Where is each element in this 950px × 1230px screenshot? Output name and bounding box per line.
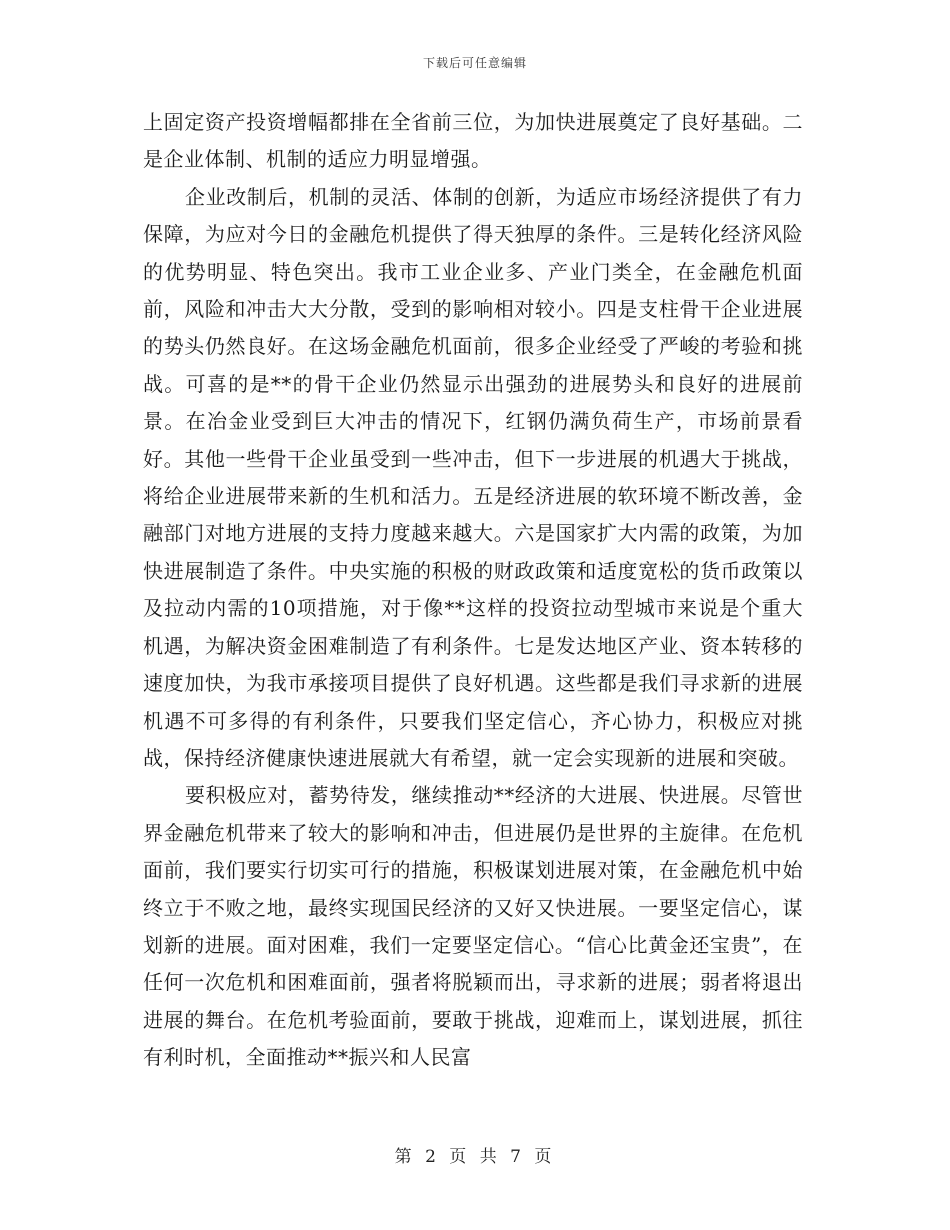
page-header: 下载后可任意编辑 (422, 56, 527, 70)
paragraph-continuation: 上固定资产投资增幅都排在全省前三位，为加快进展奠定了良好基础。二是企业体制、机制的适应力明显增强。 (143, 110, 803, 172)
document-body (143, 104, 803, 1077)
paragraph-active-response: 要积极应对，蓄势待发，继续推动**经济的大进展、快进展。尽管世界金融危机带来了较大的影响和冲击，但进展仍是世界的主旋律。在危机面前，我们要实行切实可行的措施，积极谋划进展对策，在金融危机中始终立于不败之地，最终实现国民经济的又好又快进展。一要坚定信心，谋划新的进展。面对困难，我们一定要坚定信心。“信心比黄金还宝贵”，在任何一次危机和困难面前，强者将脱颖而出，寻求新的进展；弱者将退出进展的舞台。在危机考验面前，要敢于挑战，迎难而上，谋划进展，抓往有利时机，全面推动**振兴和人民富 (143, 783, 803, 1070)
page-number-footer: 第 2 页 共 7 页 (394, 1147, 556, 1167)
paragraph-enterprise-reform: 企业改制后，机制的灵活、体制的创新，为适应市场经济提供了有力保障，为应对今日的金融危机提供了得天独厚的条件。三是转化经济风险的优势明显、特色突出。我市工业企业多、产业门类全，在金融危机面前，风险和冲击大大分散，受到的影响相对较小。四是支柱骨干企业进展的势头仍然良好。在这场金融危机面前，很多企业经受了严峻的考验和挑战。可喜的是**的骨干企业仍然显示出强劲的进展势头和良好的进展前景。在冶金业受到巨大冲击的情况下，红钢仍满负荷生产，市场前景看好。其他一些骨干企业虽受到一些冲击，但下一步进展的机遇大于挑战，将给企业进展带来新的生机和活力。五是经济进展的软环境不断改善，金融部门对地方进展的支持力度越来越大。六是国家扩大内需的政策，为加快进展制造了条件。中央实施的积极的财政政策和适度宽松的货币政策以及拉动内需的10项措施，对于像**这样的投资拉动型城市来说是个重大机遇，为解决资金困难制造了有利条件。七是发达地区产业、资本转移的速度加快，为我市承接项目提供了良好机遇。这些都是我们寻求新的进展机遇不可多得的有利条件，只要我们坚定信心，齐心协力，积极应对挑战，保持经济健康快速进展就大有希望，就一定会实现新的进展和突破。 (143, 184, 803, 770)
